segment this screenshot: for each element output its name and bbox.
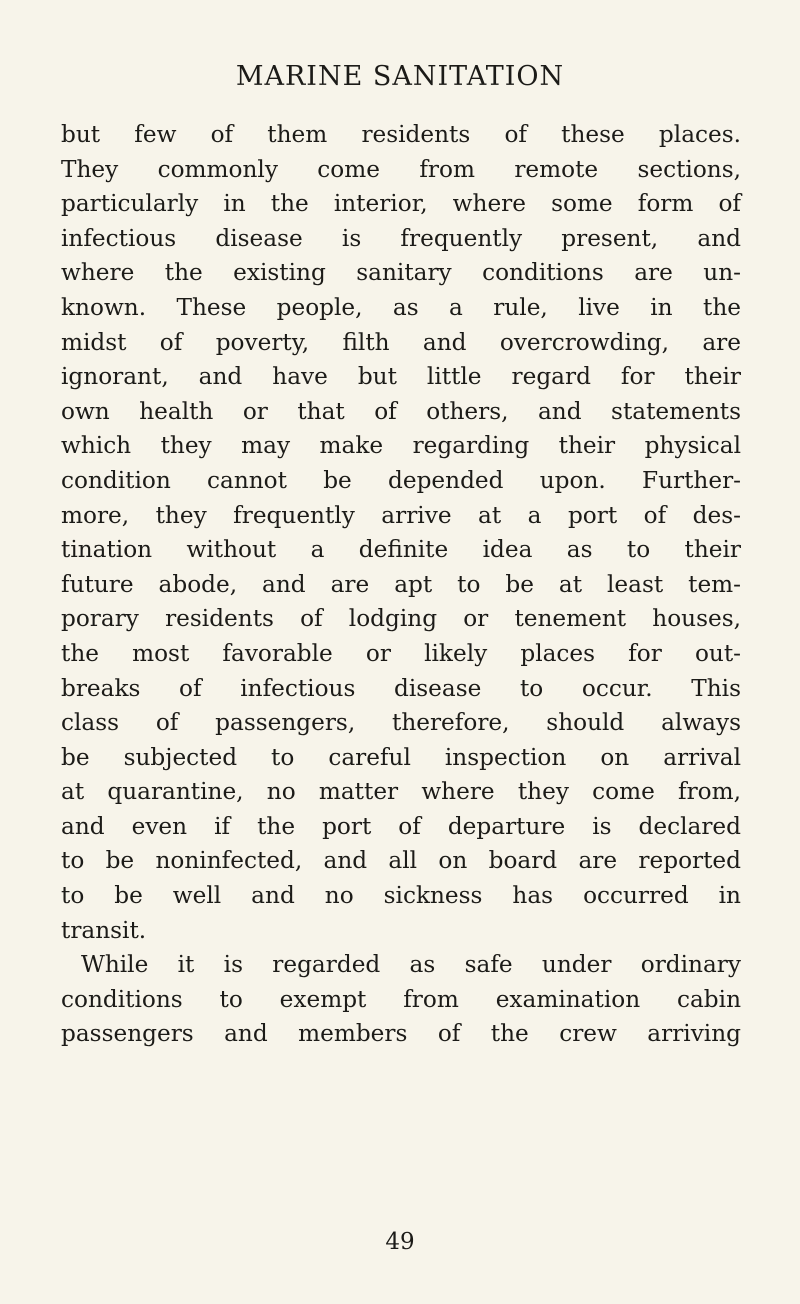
text-line: future abode, and are apt to be at least tem- (61, 570, 741, 598)
text-line: midst of poverty, filth and overcrowding, are (61, 328, 741, 356)
text-line: porary residents of lodging or tenement houses, (61, 605, 741, 633)
text-line: conditions to exempt from examination cabin (61, 985, 741, 1013)
text-line: tination without a definite idea as to their (61, 536, 741, 564)
text-line: at quarantine, no matter where they come from, (61, 778, 741, 806)
text-line: known. These people, as a rule, live in the (61, 293, 741, 321)
text-line: breaks of infectious disease to occur. This (61, 674, 741, 702)
text-line: where the existing sanitary conditions are un- (61, 259, 741, 287)
paragraph-start-line: While it is regarded as safe under ordinary (81, 951, 741, 979)
text-line: They commonly come from remote sections, (61, 155, 741, 183)
text-line: condition cannot be depended upon. Further- (61, 466, 741, 494)
body-text (61, 118, 741, 1052)
text-line: transit. (61, 916, 147, 944)
text-line: own health or that of others, and statements (61, 397, 741, 425)
text-line: more, they frequently arrive at a port of des- (61, 501, 741, 529)
text-line: be subjected to careful inspection on arrival (61, 743, 741, 771)
text-line: the most favorable or likely places for out- (61, 639, 741, 667)
text-line: class of passengers, therefore, should always (61, 709, 741, 737)
running-head: MARINE SANITATION (235, 61, 565, 92)
text-line: infectious disease is frequently present, and (61, 224, 741, 252)
text-line: to be noninfected, and all on board are reported (61, 847, 741, 875)
text-line: passengers and members of the crew arriving (61, 1020, 741, 1048)
page-number: 49 (385, 1229, 415, 1255)
text-line: to be well and no sickness has occurred in (61, 882, 741, 910)
text-line: ignorant, and have but little regard for their (61, 363, 741, 391)
text-line: but few of them residents of these places. (61, 121, 741, 148)
text-line: particularly in the interior, where some form of (61, 190, 741, 218)
text-line: and even if the port of departure is declared (61, 812, 741, 840)
text-line: which they may make regarding their physical (61, 432, 741, 460)
